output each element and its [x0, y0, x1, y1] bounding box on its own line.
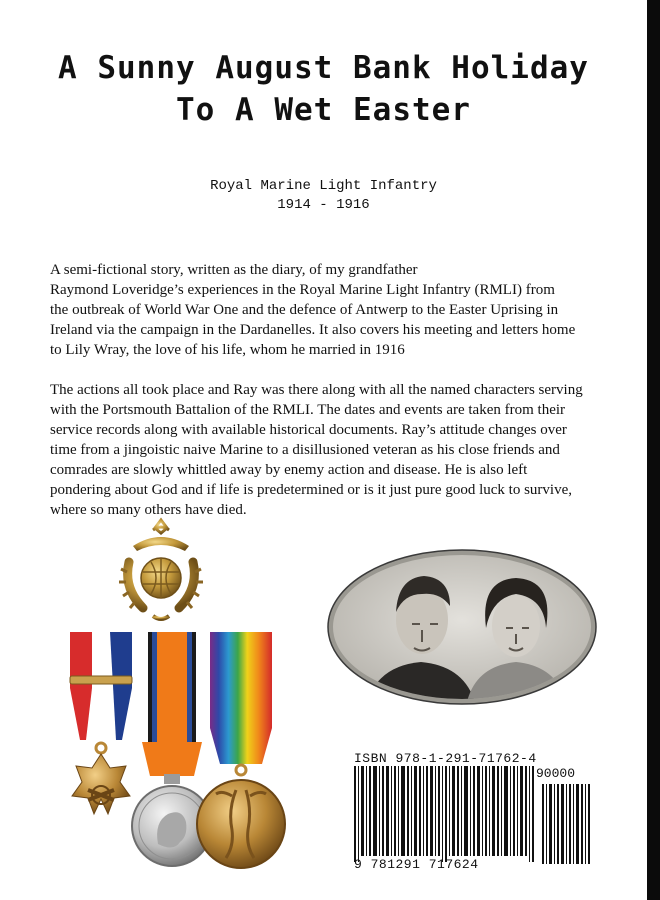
blurb-line: comrades are slowly whittled away by enemy action and disease. He is also left — [50, 462, 528, 478]
victory-medal — [197, 765, 285, 868]
blurb-line: the outbreak of World War One and the defence of Antwerp to the Easter Uprising in — [50, 302, 559, 318]
ean-digits: 9 781291 717624 — [354, 857, 479, 872]
blurb-line: with the Portsmouth Battalion of the RMLI. The dates and events are taken from their — [50, 402, 566, 418]
bwm-ribbon — [142, 632, 202, 776]
subtitle-regiment: Royal Marine Light Infantry — [210, 178, 437, 194]
blurb-line: time from a jingoistic naive Marine to a disillusioned veteran as his close friends and — [50, 442, 560, 458]
blurb-line: pondering about God and if life is predetermined or is it just pure good luck to survive, — [50, 482, 572, 498]
blurb-line: Ireland via the campaign in the Dardanelles. It also covers his meeting and letters home — [50, 322, 576, 338]
page-edge-strip — [647, 0, 660, 900]
blurb-line: The actions all took place and Ray was there along with all the named characters serving — [50, 382, 583, 398]
couple-portrait-image — [326, 548, 598, 706]
star-medal — [72, 743, 130, 814]
price-addon-code: 90000 — [536, 766, 576, 781]
blurb-line: where so many others have died. — [50, 502, 247, 518]
medal-trio-image — [64, 630, 290, 885]
subtitle-years: 1914 - 1916 — [277, 197, 370, 213]
isbn-label: ISBN 978-1-291-71762-4 — [354, 751, 537, 766]
barcode-image — [346, 766, 598, 870]
blurb-line: service records along with available historical documents. Ray’s attitude changes over — [50, 422, 567, 438]
title-line-1: A Sunny August Bank Holiday — [58, 50, 589, 86]
blurb-paragraph-2 — [50, 380, 622, 520]
blurb-line: Raymond Loveridge’s experiences in the Royal Marine Light Infantry (RMLI) from — [50, 282, 555, 298]
blurb-paragraph-1 — [50, 260, 622, 360]
title-line-2: To A Wet Easter — [176, 92, 471, 128]
blurb-line: to Lily Wray, the love of his life, whom he married in 1916 — [50, 342, 405, 358]
victory-ribbon — [210, 632, 272, 764]
star-ribbon — [70, 632, 132, 740]
rmli-cap-badge-image — [113, 516, 209, 626]
blurb-line: A semi-fictional story, written as the diary, of my grandfather — [50, 262, 418, 278]
